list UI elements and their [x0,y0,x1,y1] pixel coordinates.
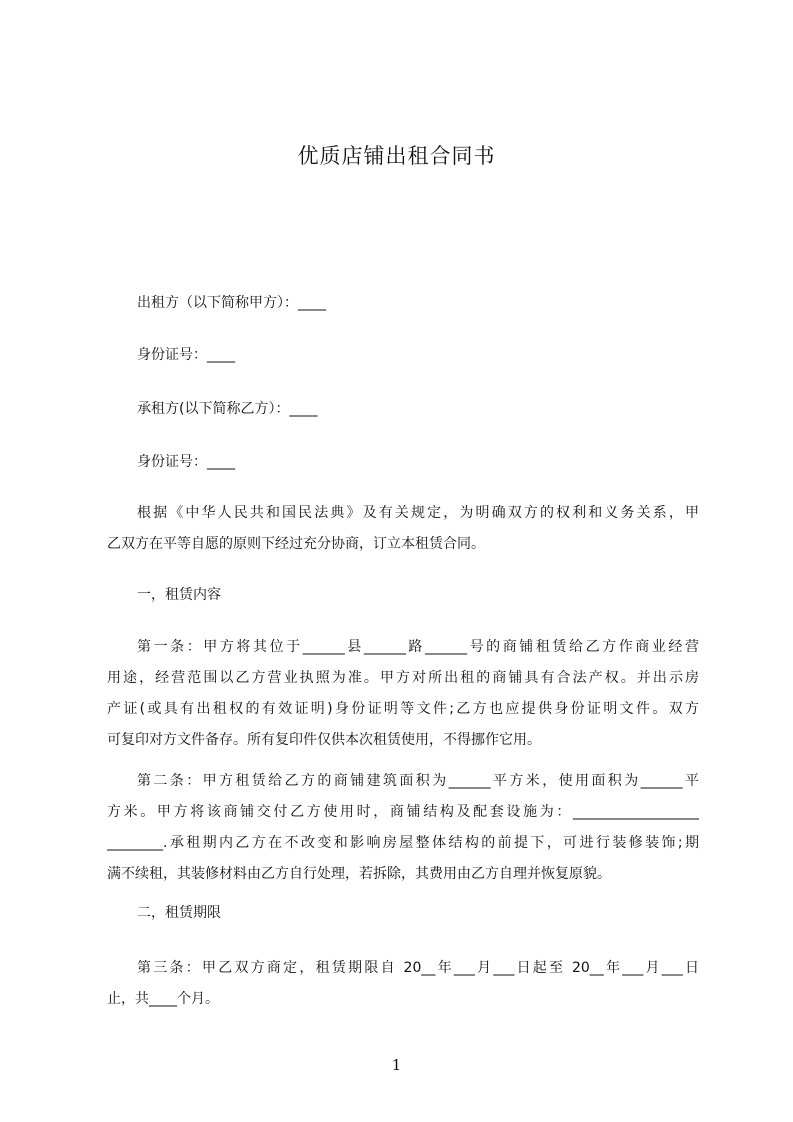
section-2-heading [107,898,699,929]
article-2-line-2: 方米。甲方将该商铺交付乙方使用时，商铺结构及配套设施为：__________________ [107,804,699,820]
lessee-id-field-text: 身份证号：____ [137,454,235,470]
preamble-paragraph [107,498,699,560]
article-1-paragraph [107,632,699,756]
page-number: 1 [391,1056,402,1074]
article-1-line-3: 产证(或具有出租权的有效证明)身份证明等文件;乙方也应提供身份证明文件。双方 [107,701,699,717]
article-3-line-2: 止，共____个月。 [107,991,219,1007]
article-3-paragraph [107,953,699,1015]
lessee-field-text: 承租方(以下简称乙方）：____ [137,401,318,417]
article-2-line-4: 满不续租，其装修材料由乙方自行处理，若拆除，其费用由乙方自理并恢复原貌。 [107,866,611,882]
lessee-id-field [107,447,699,478]
document-title: 优质店铺出租合同书 [297,144,496,168]
article-1-line-1: 第一条：甲方将其位于______县______路______号的商铺租赁给乙方作商业经营 [137,639,699,655]
article-3-line-1: 第三条：甲乙双方商定，租赁期限自 20__年___月___日起至 20__年___月___日 [137,960,699,976]
lessee-field [107,394,699,425]
lessor-id-field-text: 身份证号：____ [137,347,235,363]
article-2-line-3: ________.承租期内乙方在不改变和影响房屋整体结构的前提下，可进行装修装饰;期 [107,835,699,851]
lessor-id-field [107,340,699,371]
lessor-field-text: 出租方（以下简称甲方）：____ [137,295,326,311]
article-1-line-4: 可复印对方文件备存。所有复印件仅供本次租赁使用，不得挪作它用。 [107,732,541,748]
article-2-line-1: 第二条：甲方租赁给乙方的商铺建筑面积为______平方米，使用面积为______平 [137,773,699,789]
article-2-paragraph [107,766,699,890]
section-2-heading-text: 二，租赁期限 [137,905,221,921]
section-1-heading-text: 一，租赁内容 [137,587,221,603]
lessor-field [107,288,699,319]
section-1-heading [107,580,699,611]
article-1-line-2: 用途，经营范围以乙方营业执照为准。甲方对所出租的商铺具有合法产权。并出示房 [107,670,699,686]
preamble-line-2: 乙双方在平等自愿的原则下经过充分协商，订立本租赁合同。 [107,536,485,552]
preamble-line-1: 根据《中华人民共和国民法典》及有关规定，为明确双方的权利和义务关系，甲 [137,505,699,521]
